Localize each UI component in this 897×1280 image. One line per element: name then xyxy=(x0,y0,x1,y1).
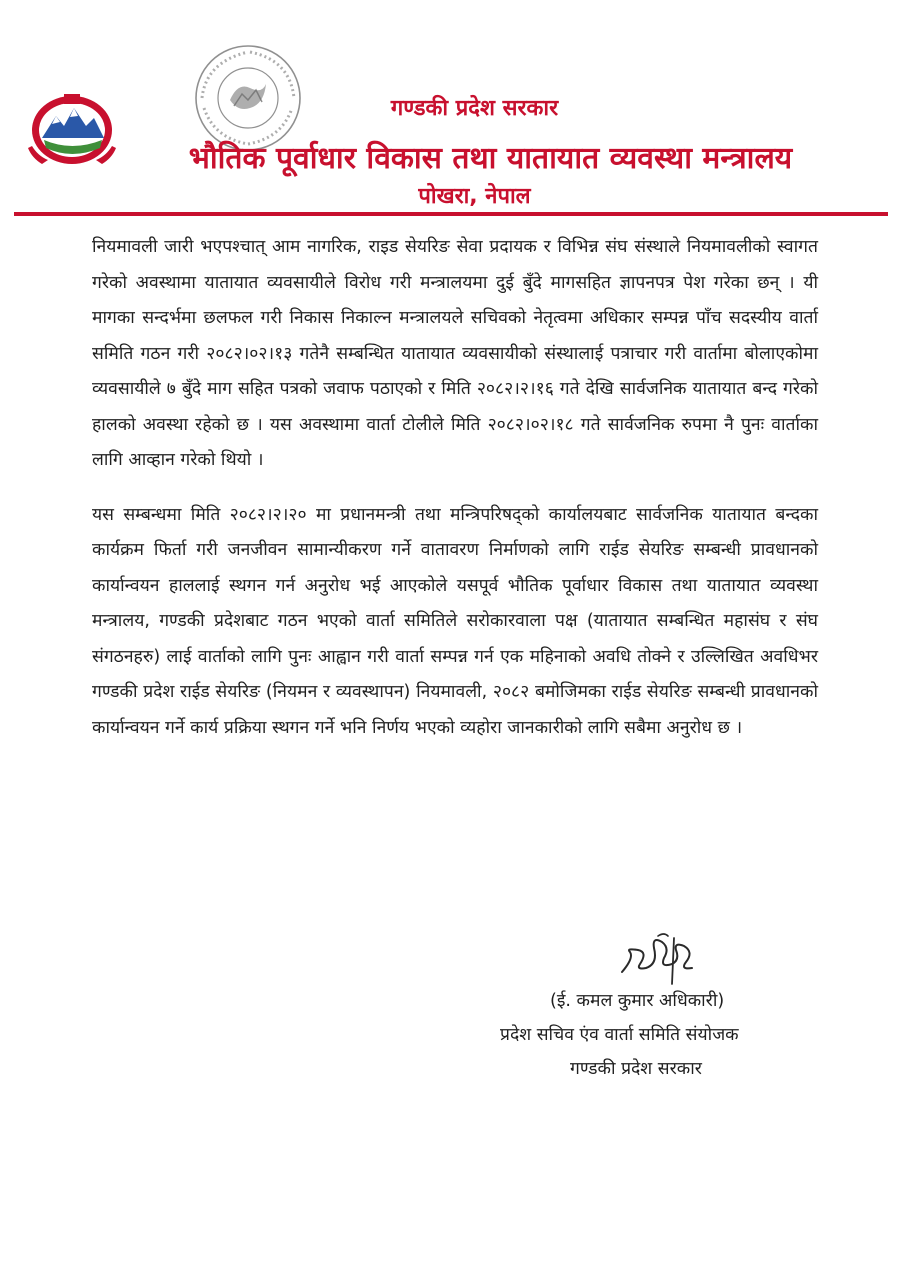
government-name: गण्डकी प्रदेश सरकार xyxy=(390,96,559,121)
letter-body xyxy=(92,230,818,746)
letterhead xyxy=(0,0,897,220)
header-divider xyxy=(14,212,888,216)
ministry-location: पोखरा, नेपाल xyxy=(418,184,531,209)
paragraph: नियमावली जारी भएपश्चात् आम नागरिक, राइड सेयरिङ सेवा प्रदायक र विभिन्न संघ संस्थाले नियमावलीको स्वागत गरेको अवस्थामा यातायात व्यवसायीले विरोध गरी मन्त्रालयमा दुई बुँदे मागसहित ज्ञापनपत्र पेश गरेका छन् । यी मागका सन्दर्भमा छलफल गरी निकास निकाल्न मन्त्रालयले सचिवको नेतृत्वमा अधिकार सम्पन्न पाँच सदस्यीय वार्ता समिति गठन गरी २०८२।०२।१३ गतेनै सम्बन्धित यातायात व्यवसायीको संस्थालाई पत्राचार गरी वार्तामा बोलाएकोमा व्यवसायीले ७ बुँदे माग सहित पत्रको जवाफ पठाएको र मिति २०८२।२।१६ गते देखि सार्वजनिक यातायात बन्द गरेको हालको अवस्था रहेको छ । यस अवस्थामा वार्ता टोलीले मिति २०८२।०२।१८ गते सार्वजनिक रुपमा नै पुनः वार्ताका लागि आव्हान गरेको थियो । xyxy=(92,237,818,470)
signatory-name: (ई. कमल कुमार अधिकारी) xyxy=(550,991,725,1011)
handwritten-signature xyxy=(614,928,714,990)
signatory-title: प्रदेश सचिव एंव वार्ता समिति संयोजक xyxy=(500,1025,739,1045)
paragraph: यस सम्बन्धमा मिति २०८२।२।२० मा प्रधानमन्त्री तथा मन्त्रिपरिषद्को कार्यालयबाट सार्वजनिक यातायात बन्दका कार्यक्रम फिर्ता गरी जनजीवन सामान्यीकरण गर्ने वातावरण निर्माणको लागि राईड सेयरिङ सम्बन्धी प्रावधानको कार्यान्वयन हाललाई स्थगन गर्न अनुरोध भई आएकोले यसपूर्व भौतिक पूर्वाधार विकास तथा यातायात व्यवस्था मन्त्रालय, गण्डकी प्रदेशबाट गठन भएको वार्ता समितिले सरोकारवाला पक्ष (यातायात सम्बन्धित महासंघ र संघ संगठनहरु) लाई वार्ताको लागि पुनः आह्वान गरी वार्ता सम्पन्न गर्न एक महिनाको अवधि तोक्ने र उल्लिखित अवधिभर गण्डकी प्रदेश राईड सेयरिङ (नियमन र व्यवस्थापन) नियमावली, २०८२ बमोजिमका राईड सेयरिङ सम्बन्धी प्रावधानको कार्यान्वयन गर्ने कार्य प्रक्रिया स्थगन गर्ने भनि निर्णय भएको व्यहोरा जानकारीको लागि सबैमा अनुरोध छ । xyxy=(92,504,818,738)
ministry-name: भौतिक पूर्वाधार विकास तथा यातायात व्यवस्था मन्त्रालय xyxy=(188,141,793,176)
signatory-office: गण्डकी प्रदेश सरकार xyxy=(570,1059,702,1079)
